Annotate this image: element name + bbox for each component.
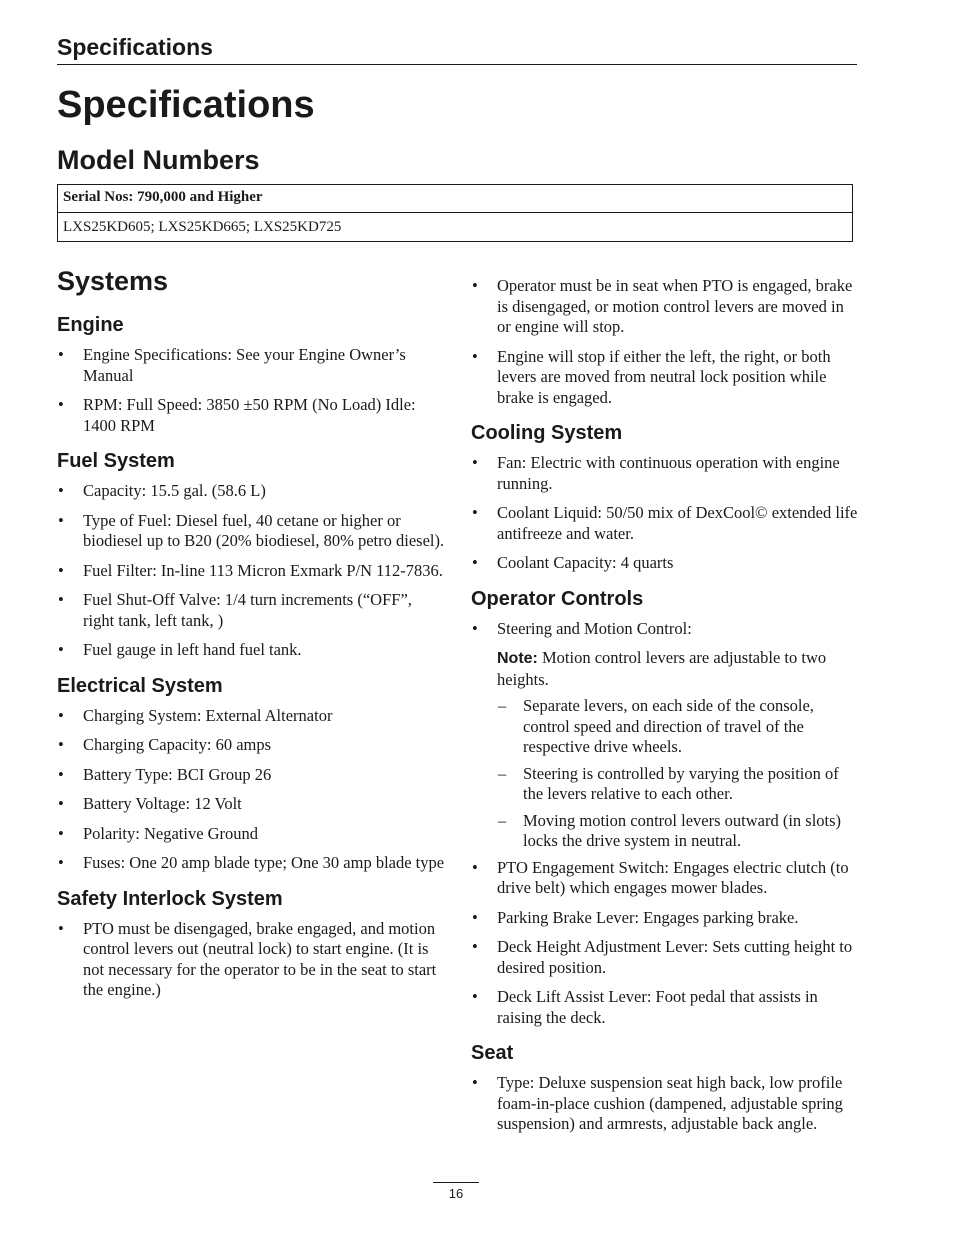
left-column (57, 266, 445, 1010)
list-item: • Fuses: One 20 amp blade type; One 30 amp blade type (57, 853, 445, 874)
list-item: • Steering and Motion Control: (471, 619, 859, 640)
list-item: • PTO Engagement Switch: Engages electric clutch (to drive belt) which engages mower blades. (471, 858, 859, 899)
cooling-system-heading: Cooling System (471, 422, 623, 444)
steering-sub-list (471, 696, 859, 852)
list-item: • Charging System: External Alternator (57, 706, 445, 727)
list-item: • Parking Brake Lever: Engages parking brake. (471, 908, 859, 929)
model-numbers-heading: Model Numbers (57, 145, 260, 175)
safety-interlock-list-part2 (471, 276, 859, 408)
operator-controls-steering (471, 619, 859, 640)
list-item: • Battery Type: BCI Group 26 (57, 765, 445, 786)
list-item: • Charging Capacity: 60 amps (57, 735, 445, 756)
list-item: • Deck Height Adjustment Lever: Sets cutting height to desired position. (471, 937, 859, 978)
list-item: • Fuel gauge in left hand fuel tank. (57, 640, 445, 661)
running-header: Specifications (57, 34, 857, 65)
fuel-system-heading: Fuel System (57, 450, 175, 472)
list-item: • Coolant Capacity: 4 quarts (471, 553, 859, 574)
list-item: – Moving motion control levers outward (in slots) locks the drive system in neutral. (497, 811, 859, 852)
list-item: • Type: Deluxe suspension seat high back, low profile foam-in-place cushion (dampened, adjustable spring suspension) and armrests, adjustable back angle. (471, 1073, 859, 1135)
electrical-system-heading: Electrical System (57, 674, 223, 697)
right-column (471, 276, 859, 1144)
list-item: • Coolant Liquid: 50/50 mix of DexCool© extended life antifreeze and water. (471, 503, 859, 544)
cooling-system-list (471, 453, 859, 574)
note-text: Motion control levers are adjustable to two heights. (497, 648, 827, 689)
model-list-row: LXS25KD605; LXS25KD665; LXS25KD725 (63, 219, 342, 235)
fuel-system-list (57, 481, 445, 661)
electrical-system-list (57, 706, 445, 874)
list-item: – Separate levers, on each side of the console, control speed and direction of travel of the respective drive wheels. (497, 696, 859, 758)
list-item: • Engine Specifications: See your Engine Owner’s Manual (57, 345, 445, 386)
list-item: • Polarity: Negative Ground (57, 824, 445, 845)
list-item: • RPM: Full Speed: 3850 ±50 RPM (No Load) Idle: 1400 RPM (57, 395, 445, 436)
list-item: • Operator must be in seat when PTO is engaged, brake is disengaged, or motion control levers are moved in or engine will stop. (471, 276, 859, 338)
list-item: – Steering is controlled by varying the position of the levers relative to each other. (497, 764, 859, 805)
list-item: • Battery Voltage: 12 Volt (57, 794, 445, 815)
systems-heading: Systems (57, 266, 169, 296)
list-item: • Fuel Shut-Off Valve: 1/4 turn increments (“OFF”, right tank, left tank, ) (57, 590, 445, 631)
engine-heading: Engine (57, 314, 124, 336)
page-title: Specifications (57, 84, 315, 126)
operator-controls-heading: Operator Controls (471, 587, 644, 610)
seat-heading: Seat (471, 1042, 514, 1064)
note (471, 648, 859, 690)
list-item: • Fan: Electric with continuous operation with engine running. (471, 453, 859, 494)
engine-list (57, 345, 445, 436)
operator-controls-list (471, 858, 859, 1029)
safety-interlock-heading: Safety Interlock System (57, 887, 283, 910)
list-item: • Fuel Filter: In-line 113 Micron Exmark P/N 112-7836. (57, 561, 445, 582)
page-number-rule (433, 1182, 479, 1183)
serial-numbers-row: Serial Nos: 790,000 and Higher (63, 189, 263, 205)
list-item: • Deck Lift Assist Lever: Foot pedal that assists in raising the deck. (471, 987, 859, 1028)
model-numbers-table (57, 184, 853, 242)
list-item: • PTO must be disengaged, brake engaged, and motion control levers out (neutral lock) to start engine. (It is not necessary for the operator to be in the seat to start the engine.) (57, 919, 445, 1001)
seat-list (471, 1073, 859, 1135)
table-divider (58, 212, 852, 213)
page-number: 16 (448, 1186, 464, 1201)
list-item: • Type of Fuel: Diesel fuel, 40 cetane or higher or biodiesel up to B20 (20% biodiesel, 80% petro diesel). (57, 511, 445, 552)
list-item: • Capacity: 15.5 gal. (58.6 L) (57, 481, 445, 502)
safety-interlock-list-part1 (57, 919, 445, 1001)
list-item: • Engine will stop if either the left, the right, or both levers are moved from neutral lock position while brake is engaged. (471, 347, 859, 409)
note-label: Note: (497, 650, 538, 667)
